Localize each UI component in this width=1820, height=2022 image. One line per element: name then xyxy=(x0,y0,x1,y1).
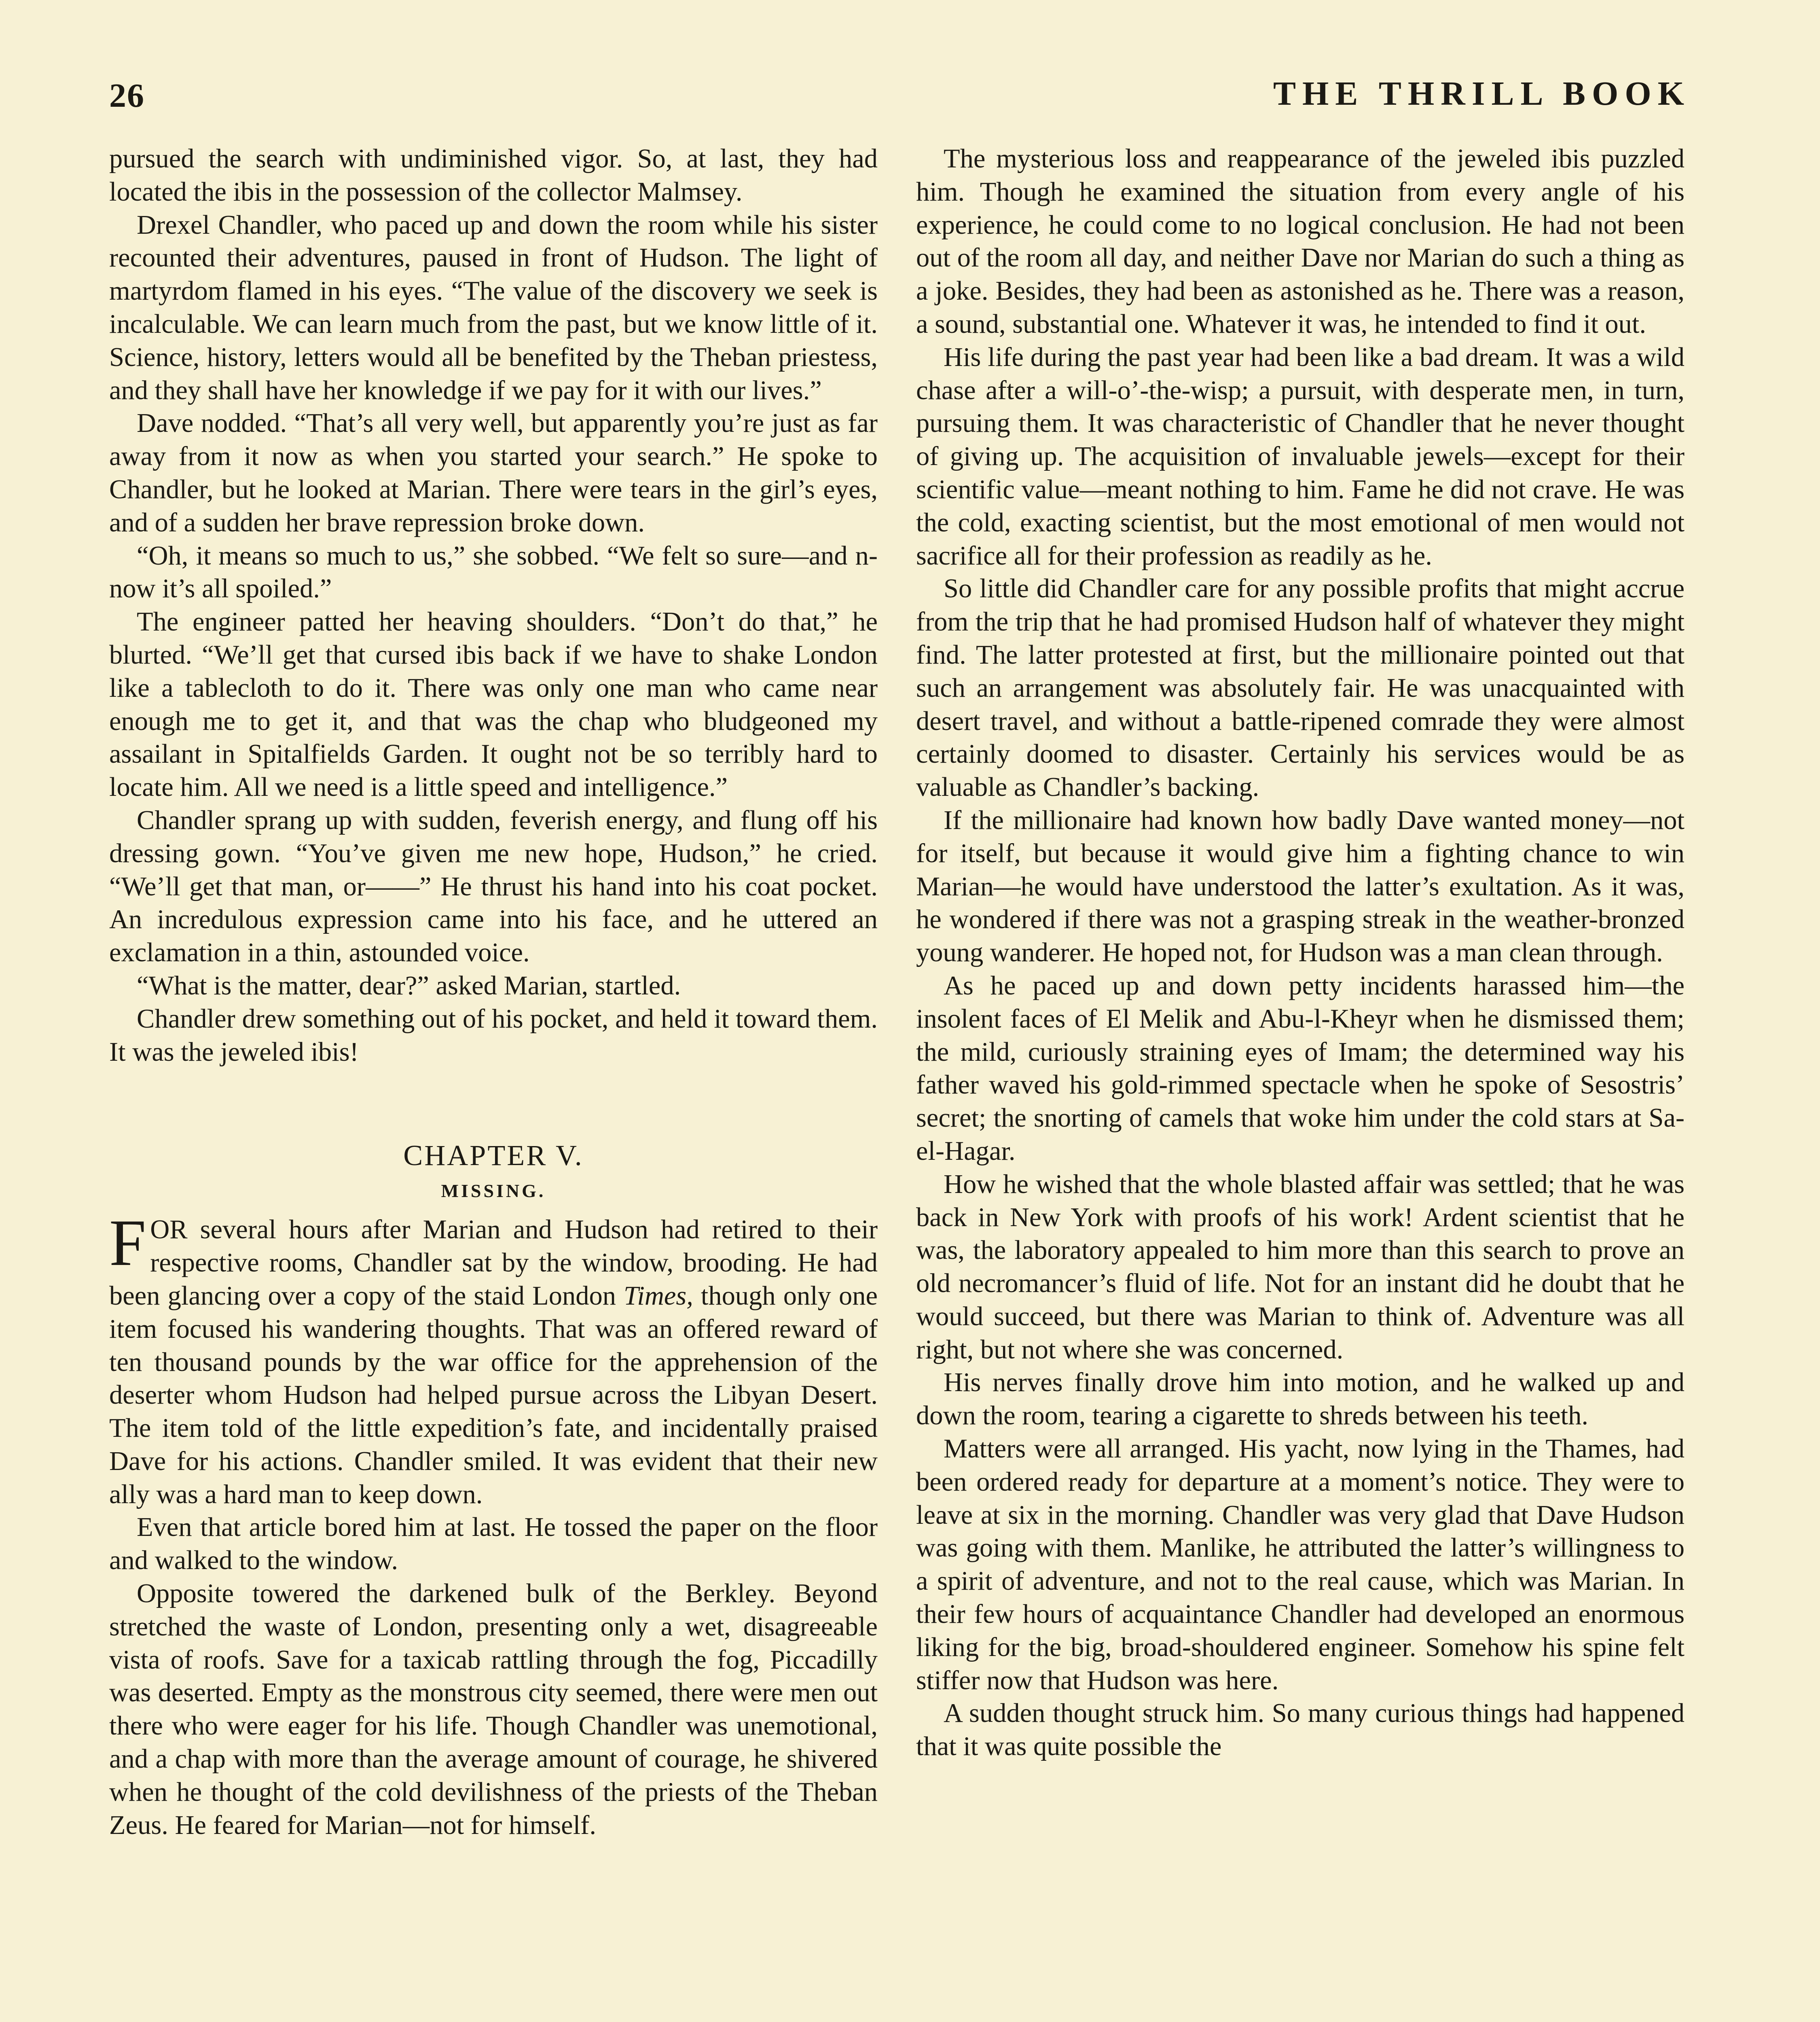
chapter-title: CHAPTER V. xyxy=(403,1139,584,1172)
right-column xyxy=(916,142,1685,1763)
paragraph: How he wished that the whole blasted affair was settled; that he was back in New York with proofs of his work! Ardent scientist that he was, the laboratory appealed to him more than this search to prove an old necromancer’s fluid of life. Not for an instant did he doubt that he would succeed, but there was Marian to think of. Adventure was all right, but not where she was concerned. xyxy=(916,1169,1685,1364)
paragraph: Matters were all arranged. His yacht, now lying in the Thames, had been ordered ready for departure at a moment’s notice. They were to leave at six in the morning. Chandler was very glad that Dave Hudson was going with them. Manlike, he attributed the latter’s willingness to a spirit of adventure, and not to the real cause, which was Marian. In their few hours of acquaintance Chandler had developed an enormous liking for the big, broad-shouldered engineer. Somehow his spine felt stiffer now that Hudson was here. xyxy=(916,1434,1685,1695)
paragraph: Dave nodded. “That’s all very well, but apparently you’re just as far away from it now as when you started your search.” He spoke to Chandler, but he looked at Marian. There were tears in the girl’s eyes, and of a sudden her brave repression broke down. xyxy=(109,408,878,537)
paragraph: “What is the matter, dear?” asked Marian, startled. xyxy=(137,971,681,1000)
drop-cap: F xyxy=(109,1206,146,1280)
chapter-subtitle: MISSING. xyxy=(441,1180,546,1201)
paragraph: Chandler drew something out of his pocket, and held it toward them. It was the jeweled ibis! xyxy=(109,1004,878,1067)
newspaper-name: Times, xyxy=(624,1281,693,1311)
paragraph: The engineer patted her heaving shoulders. “Don’t do that,” he blurted. “We’ll get that cursed ibis back if we have to shake London like a tablecloth to do it. There was only one man who came near enough me to get it, and that was the chap who bludgeoned my assailant in Spitalfields Garden. It ought not be so terribly hard to locate him. All we need is a little speed and intelligence.” xyxy=(109,607,878,802)
paragraph: As he paced up and down petty incidents harassed him—the insolent faces of El Melik and Abu-l-Kheyr when he dismissed them; the mild, curiously straining eyes of Imam; the determined way his father waved his gold-rimmed spectacle when he spoke of Sesostris’ secret; the snorting of camels that woke him under the cold stars at Sa-el-Hagar. xyxy=(916,971,1685,1166)
paragraph-text: though only one item focused his wandering thoughts. That was an offered reward of ten thousand pounds by the war office for the apprehension of the deserter whom Hudson had helped pursue across the Libyan Desert. The item told of the little expedition’s fate, and incidentally praised Dave for his actions. Chandler smiled. It was evident that their new ally was a hard man to keep down. xyxy=(109,1281,878,1509)
paragraph: The mysterious loss and reappearance of the jeweled ibis puzzled him. Though he examined the situation from every angle of his experience, he could come to no logical conclusion. He had not been out of the room all day, and neither Dave nor Marian do such a thing as a joke. Besides, they had been as astonished as he. There was a reason, a sound, substantial one. Whatever it was, he intended to find it out. xyxy=(916,144,1685,339)
page-number: 26 xyxy=(109,77,145,114)
paragraph: pursued the search with undiminished vigor. So, at last, they had located the ibis in the possession of the collector Malmsey. xyxy=(109,144,878,207)
paragraph: Even that article bored him at last. He tossed the paper on the floor and walked to the window. xyxy=(109,1512,878,1576)
chapter-opening-paragraph xyxy=(109,1206,878,1511)
paragraph: Drexel Chandler, who paced up and down the room while his sister recounted their adventures, paused in front of Hudson. The light of martyrdom flamed in his eyes. “The value of the discovery we seek is incalculable. We can learn much from the past, but we know little of it. Science, history, letters would all be benefited by the Theban priestess, and they shall have her knowledge if we pay for it with our lives.” xyxy=(109,210,878,405)
paragraph: His nerves finally drove him into motion, and he walked up and down the room, tearing a cigarette to shreds between his teeth. xyxy=(916,1368,1685,1431)
paragraph: Chandler sprang up with sudden, feverish energy, and flung off his dressing gown. “You’ve given me new hope, Hudson,” he cried. “We’ll get that man, or——” He thrust his hand into his coat pocket. An incredulous expression came into his face, and he uttered an exclamation in a thin, astounded voice. xyxy=(109,805,878,968)
paragraph-text: OR several hours after Marian and Hudson had retired to their respective rooms, Chandler sat by the window, brooding. He had been glancing over a copy of the staid London xyxy=(109,1215,878,1311)
left-column xyxy=(109,142,878,1842)
paragraph: Opposite towered the darkened bulk of the Berkley. Beyond stretched the waste of London, presenting only a wet, disagreeable vista of roofs. Save for a taxicab rattling through the fog, Piccadilly was deserted. Empty as the monstrous city seemed, there were men out there who were eager for his life. Though Chandler was unemotional, and a chap with more than the average amount of courage, he shivered when he thought of the cold devilishness of the priests of the Theban Zeus. He feared for Marian—not for himself. xyxy=(109,1579,878,1840)
chapter-heading xyxy=(109,1137,878,1205)
paragraph: So little did Chandler care for any possible profits that might accrue from the trip that he had promised Hudson half of whatever they might find. The latter protested at first, but the millionaire pointed out that such an arrangement was absolutely fair. He was unacquainted with desert travel, and without a battle-ripened comrade they were almost certainly doomed to disaster. Certainly his services would be as valuable as Chandler’s backing. xyxy=(916,574,1685,802)
paragraph: A sudden thought struck him. So many curious things had happened that it was quite possible the xyxy=(916,1698,1685,1762)
running-head: THE THRILL BOOK xyxy=(1273,75,1691,112)
paragraph: “Oh, it means so much to us,” she sobbed. “We felt so sure—and n-now it’s all spoiled.” xyxy=(109,541,878,604)
paragraph: If the millionaire had known how badly Dave wanted money—not for itself, but because it would give him a fighting chance to win Marian—he would have understood the latter’s exultation. As it was, he wondered if there was not a grasping streak in the weather-bronzed young wanderer. He hoped not, for Hudson was a man clean through. xyxy=(916,805,1685,968)
paragraph: His life during the past year had been like a bad dream. It was a wild chase after a will-o’-the-wisp; a pursuit, with desperate men, in turn, pursuing them. It was characteristic of Chandler that he never thought of giving up. The acquisition of invaluable jewels—except for their scientific value—meant nothing to him. Fame he did not crave. He was the cold, exacting scientist, but the most emotional of men would not sacrifice all for their profession as readily as he. xyxy=(916,342,1685,571)
